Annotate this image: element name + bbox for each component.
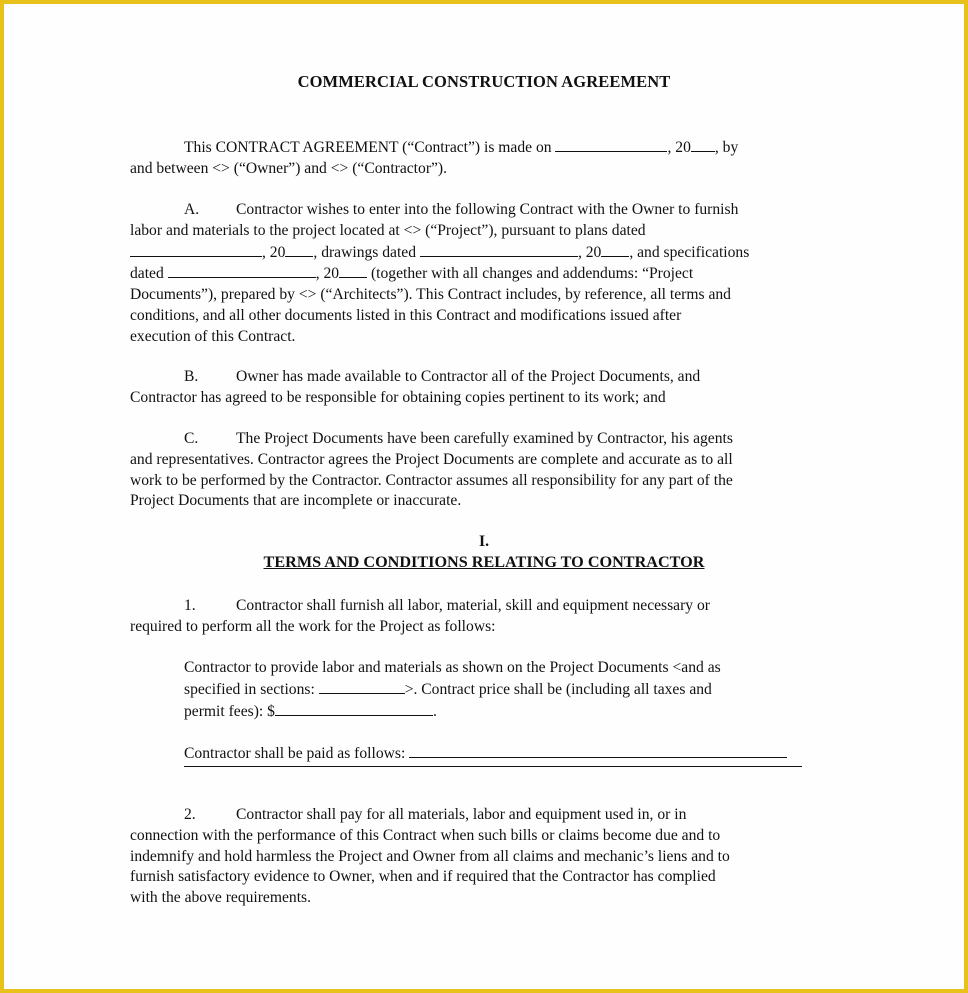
clause-2 <box>130 805 830 909</box>
contract-price-blank[interactable] <box>275 701 433 716</box>
specs-year-blank[interactable] <box>339 263 367 278</box>
scope-line-1: Contractor to provide labor and materials as shown on the Project Documents <and as <box>184 659 721 676</box>
plans-year-blank[interactable] <box>285 242 313 257</box>
recital-b-line-1: B. Owner has made available to Contractor all of the Project Documents, and <box>184 368 701 385</box>
clause-1-scope <box>184 658 834 722</box>
recital-c-line-2: and representatives. Contractor agrees the Project Documents are complete and accurate as to all <box>130 450 733 468</box>
specs-date-blank[interactable] <box>168 263 316 278</box>
date-blank[interactable] <box>555 137 667 152</box>
recital-a-line-3: , 20 , drawings dated , 20 , and specifications <box>130 242 830 264</box>
sections-blank[interactable] <box>319 679 405 694</box>
intro-paragraph <box>130 137 830 180</box>
payment-terms-blank[interactable] <box>409 743 787 758</box>
recital-a-line-5: Documents”), prepared by <> (“Architects”). This Contract includes, by reference, all terms and <box>130 286 731 304</box>
intro-line-2: and between <> (“Owner”) and <> (“Contractor”). <box>130 159 448 177</box>
clause-2-line-2: connection with the performance of this Contract when such bills or claims become due and to <box>130 826 721 844</box>
recital-a-line-1: A. Contractor wishes to enter into the following Contract with the Owner to furnish <box>184 201 739 218</box>
payment-line: Contractor shall be paid as follows: <box>184 743 834 765</box>
recital-a-line-7: execution of this Contract. <box>130 327 296 345</box>
recital-c-line-4: Project Documents that are incomplete or inaccurate. <box>130 492 462 510</box>
recital-b-line-2: Contractor has agreed to be responsible for obtaining copies pertinent to its work; and <box>130 388 666 406</box>
recital-c-line-3: work to be performed by the Contractor. Contractor assumes all responsibility for any part of the <box>130 471 733 489</box>
clause-1 <box>130 596 830 638</box>
scope-line-2: specified in sections: >. Contract price shall be (including all taxes and <box>184 680 712 698</box>
clause-1-line-2: required to perform all the work for the Project as follows: <box>130 617 496 635</box>
section-number: I. <box>479 533 489 550</box>
section-title: TERMS AND CONDITIONS RELATING TO CONTRACTOR <box>263 553 705 571</box>
recital-a <box>130 200 830 348</box>
clause-2-line-3: indemnify and hold harmless the Project and Owner from all claims and mechanic’s liens and to <box>130 847 730 865</box>
scope-line-3: permit fees): $ . <box>184 702 437 720</box>
clause-2-line-1: 2. Contractor shall pay for all materials, labor and equipment used in, or in <box>184 806 687 823</box>
drawings-date-blank[interactable] <box>420 242 578 257</box>
document-page <box>4 4 964 989</box>
clause-2-line-5: with the above requirements. <box>130 889 312 907</box>
plans-date-blank[interactable] <box>130 242 262 257</box>
clause-1-line-1: 1. Contractor shall furnish all labor, material, skill and equipment necessary or <box>184 597 710 614</box>
recital-b <box>130 367 830 409</box>
drawings-year-blank[interactable] <box>601 242 629 257</box>
intro-line-1: This CONTRACT AGREEMENT (“Contract”) is made on , 20 , by <box>184 139 739 156</box>
recital-a-line-4: dated , 20 (together with all changes and addendums: “Project <box>130 265 694 283</box>
clause-2-line-4: furnish satisfactory evidence to Owner, when and if required that the Contractor has complied <box>130 868 716 886</box>
year-blank[interactable] <box>691 137 715 152</box>
recital-a-line-2: labor and materials to the project located at <> (“Project”), pursuant to plans dated <box>130 221 646 239</box>
payment-terms-blank-2[interactable] <box>184 766 802 767</box>
recital-c-line-1: C. The Project Documents have been carefully examined by Contractor, his agents <box>184 430 733 447</box>
document-title: COMMERCIAL CONSTRUCTION AGREEMENT <box>297 72 671 91</box>
recital-c <box>130 429 830 512</box>
recital-a-line-6: conditions, and all other documents listed in this Contract and modifications issued after <box>130 306 682 324</box>
payment-terms <box>184 743 834 765</box>
